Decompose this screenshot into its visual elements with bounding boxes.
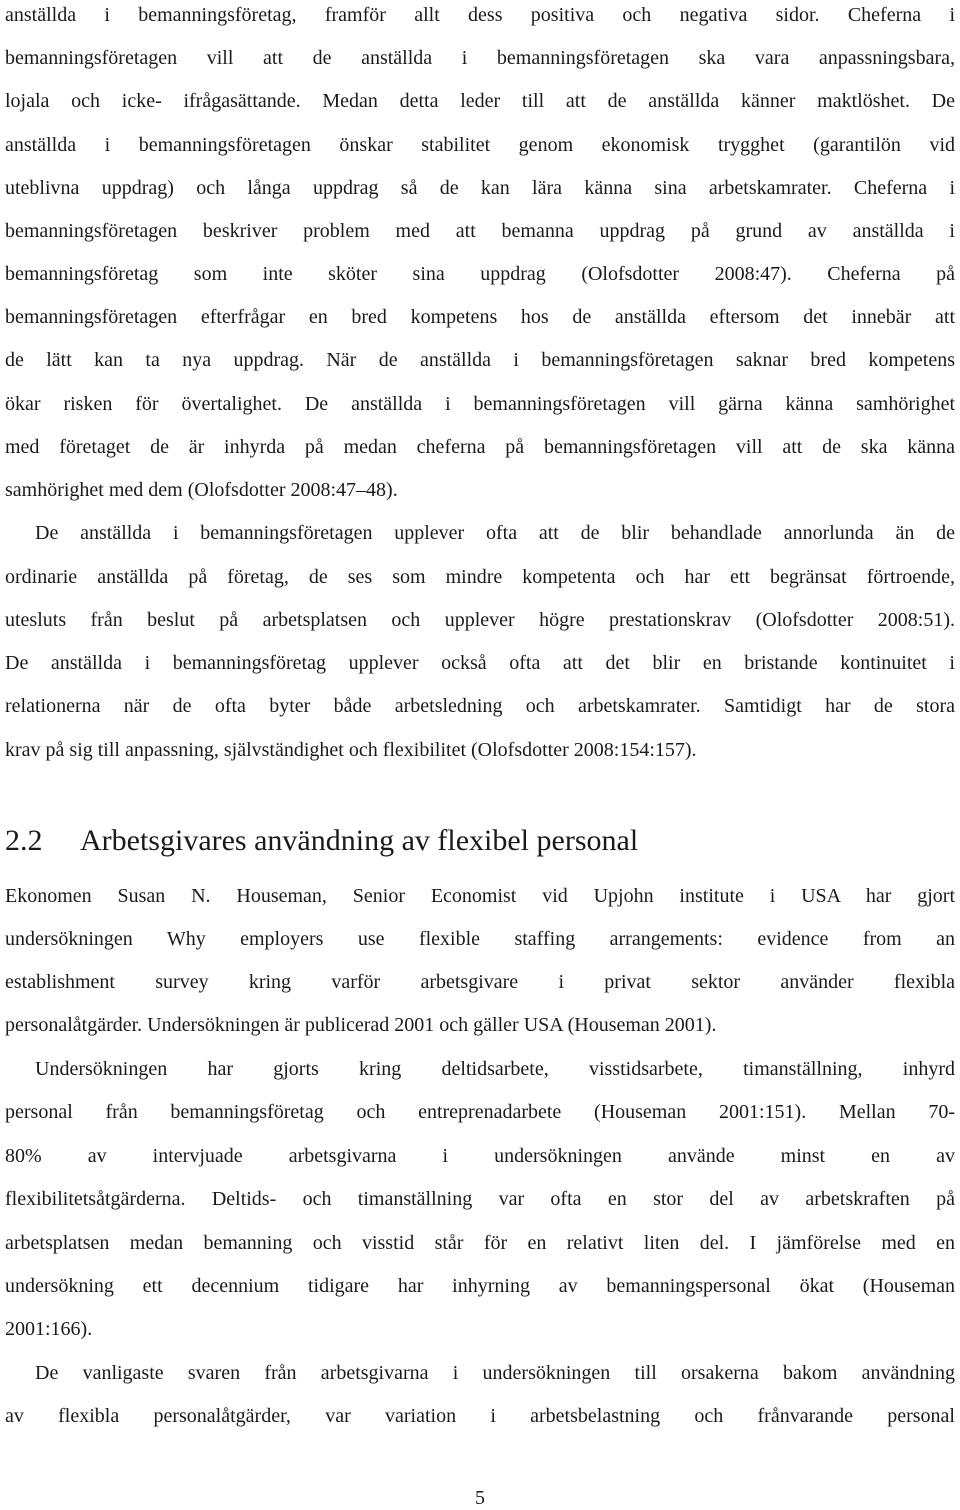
text-line: personal från bemanningsföretag och entreprenadarbete (Houseman 2001:151). Mellan 70- <box>5 1101 955 1123</box>
text-line: Undersökningen har gjorts kring deltidsarbete, visstidsarbete, timanställning, inhyrd <box>35 1058 955 1080</box>
text-line: undersökning ett decennium tidigare har inhyrning av bemanningspersonal ökat (Houseman <box>5 1275 955 1297</box>
text-line: 2001:166). <box>5 1318 93 1340</box>
section-heading <box>5 823 638 859</box>
text-line: ordinarie anställda på företag, de ses som mindre kompetenta och har ett begränsat förtroende, <box>5 566 955 588</box>
text-line: de lätt kan ta nya uppdrag. När de anställda i bemanningsföretagen saknar bred kompetens <box>5 349 955 371</box>
text-line: De anställda i bemanningsföretagen upplever ofta att de blir behandlade annorlunda än de <box>35 522 955 544</box>
text-line: bemanningsföretagen efterfrågar en bred kompetens hos de anställda eftersom det innebär att <box>5 306 955 328</box>
text-line: Ekonomen Susan N. Houseman, Senior Economist vid Upjohn institute i USA har gjort <box>5 885 955 907</box>
text-line: bemanningsföretag som inte sköter sina uppdrag (Olofsdotter 2008:47). Cheferna på <box>5 263 955 285</box>
text-line: utesluts från beslut på arbetsplatsen och upplever högre prestationskrav (Olofsdotter 2008:51). <box>5 609 955 631</box>
text-line: anställda i bemanningsföretagen önskar stabilitet genom ekonomisk trygghet (garantilön vid <box>5 134 955 156</box>
page-number: 5 <box>475 1487 485 1509</box>
text-line: med företaget de är inhyrda på medan cheferna på bemanningsföretagen vill att de ska känna <box>5 436 955 458</box>
text-line: De vanligaste svaren från arbetsgivarna i undersökningen till orsakerna bakom användning <box>35 1362 955 1384</box>
text-line: anställda i bemanningsföretag, framför allt dess positiva och negativa sidor. Cheferna i <box>5 4 955 26</box>
text-line: lojala och icke- ifrågasättande. Medan detta leder till att de anställda känner maktlöshet. De <box>5 90 955 112</box>
text-line: ökar risken för övertalighet. De anställda i bemanningsföretagen vill gärna känna samhörighet <box>5 393 955 415</box>
text-line: bemanningsföretagen beskriver problem med att bemanna uppdrag på grund av anställda i <box>5 220 955 242</box>
text-line: krav på sig till anpassning, självständighet och flexibilitet (Olofsdotter 2008:154:157). <box>5 739 697 761</box>
section-number: 2.2 <box>5 824 43 857</box>
text-line: bemanningsföretagen vill att de anställda i bemanningsföretagen ska vara anpassningsbara, <box>5 47 955 69</box>
text-line: av flexibla personalåtgärder, var variation i arbetsbelastning och frånvarande personal <box>5 1405 955 1427</box>
text-line: relationerna när de ofta byter både arbetsledning och arbetskamrater. Samtidigt har de stora <box>5 695 955 717</box>
text-line: personalåtgärder. Undersökningen är publicerad 2001 och gäller USA (Houseman 2001). <box>5 1014 717 1036</box>
text-line: flexibilitetsåtgärderna. Deltids- och timanställning var ofta en stor del av arbetskraften på <box>5 1188 955 1210</box>
text-line: 80% av intervjuade arbetsgivarna i undersökningen använde minst en av <box>5 1145 955 1167</box>
text-line: uteblivna uppdrag) och långa uppdrag så de kan lära känna sina arbetskamrater. Cheferna i <box>5 177 955 199</box>
section-title: Arbetsgivares användning av flexibel personal <box>80 824 639 857</box>
text-line: establishment survey kring varför arbetsgivare i privat sektor använder flexibla <box>5 971 955 993</box>
document-page <box>5 0 955 1509</box>
text-line: arbetsplatsen medan bemanning och visstid står för en relativt liten del. I jämförelse med en <box>5 1232 955 1254</box>
text-line: De anställda i bemanningsföretag upplever också ofta att det blir en bristande kontinuitet i <box>5 652 955 674</box>
text-line: samhörighet med dem (Olofsdotter 2008:47–48). <box>5 479 398 501</box>
text-line: undersökningen Why employers use flexible staffing arrangements: evidence from an <box>5 928 955 950</box>
